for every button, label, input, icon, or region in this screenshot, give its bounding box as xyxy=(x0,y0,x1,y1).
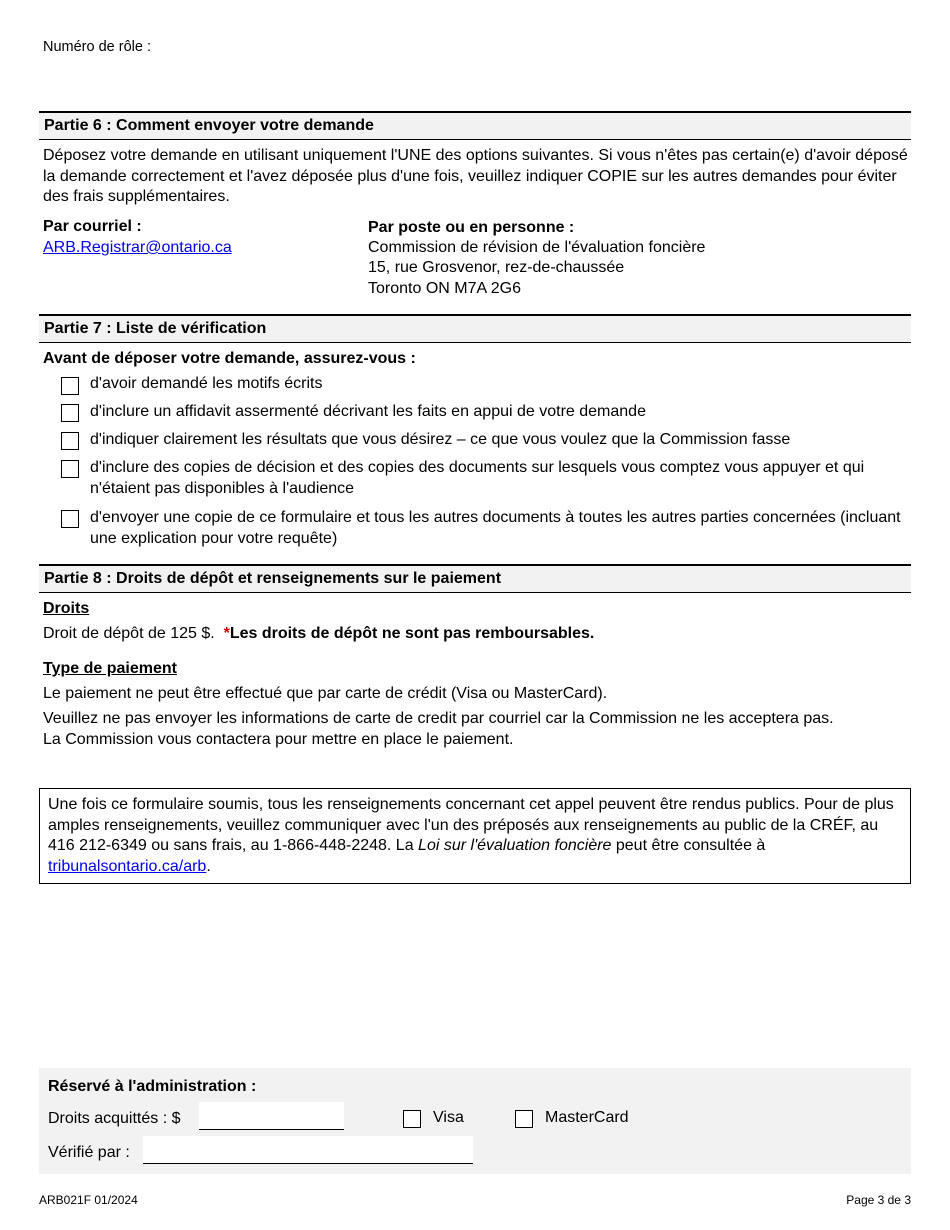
part6-title: Partie 6 : Comment envoyer votre demande xyxy=(39,111,911,140)
checklist-checkbox[interactable] xyxy=(61,432,79,450)
mail-heading: Par poste ou en personne : xyxy=(368,219,575,236)
payment-line: La Commission vous contactera pour mettre en place le paiement. xyxy=(43,731,514,748)
email-heading: Par courriel : xyxy=(43,218,142,235)
checklist-checkbox[interactable] xyxy=(61,404,79,422)
fees-paid-field[interactable] xyxy=(199,1102,344,1130)
payment-line: Le paiement ne peut être effectué que par carte de crédit (Visa ou MasterCard). xyxy=(43,685,608,702)
verified-by-field[interactable] xyxy=(143,1136,473,1164)
fees-heading: Droits xyxy=(43,600,90,617)
page-number: Page 3 de 3 xyxy=(846,1193,911,1207)
notice-text: Une fois ce formulaire soumis, tous les renseignements concernant cet appel peuvent être rendus publics. Pour de plus amples renseignements, veuillez communiquer avec l'un des préposés aux renseignements au public de la CRÉF, au 416 212-6349 ou sans frais, au 1-866-448-2248. La xyxy=(48,796,894,854)
payment-heading: Type de paiement xyxy=(43,660,177,677)
role-number-label: Numéro de rôle : xyxy=(43,39,151,55)
fee-asterisk: * xyxy=(223,625,230,642)
form-id: ARB021F 01/2024 xyxy=(39,1193,138,1207)
checklist-item: d'inclure un affidavit assermenté décrivant les faits en appui de votre demande xyxy=(90,403,646,420)
fees-paid-label: Droits acquittés : $ xyxy=(48,1110,181,1127)
part7-title: Partie 7 : Liste de vérification xyxy=(39,314,911,343)
mastercard-checkbox[interactable] xyxy=(515,1110,533,1128)
public-notice-box xyxy=(39,788,911,884)
address-line: 15, rue Grosvenor, rez-de-chaussée xyxy=(368,259,625,276)
checklist-checkbox[interactable] xyxy=(61,460,79,478)
visa-checkbox[interactable] xyxy=(403,1110,421,1128)
admin-section xyxy=(39,1068,911,1174)
admin-title: Réservé à l'administration : xyxy=(48,1078,257,1095)
address-line: Toronto ON M7A 2G6 xyxy=(368,280,521,297)
notice-text: . xyxy=(206,857,211,875)
checklist-lead: Avant de déposer votre demande, assurez-vous : xyxy=(43,350,416,367)
part8-title: Partie 8 : Droits de dépôt et renseignements sur le paiement xyxy=(39,564,911,593)
fee-line xyxy=(43,624,594,645)
address-line: Commission de révision de l'évaluation foncière xyxy=(368,239,706,256)
tribunals-link[interactable]: tribunalsontario.ca/arb xyxy=(48,857,207,875)
payment-line: Veuillez ne pas envoyer les informations de carte de credit par courriel car la Commission ne les acceptera pas. xyxy=(43,710,834,727)
fee-text: Droit de dépôt de 125 $. xyxy=(43,625,224,642)
notice-text: peut être consultée à xyxy=(611,837,766,854)
checklist-item: d'envoyer une copie de ce formulaire et tous les autres documents à toutes les autres parties concernées (incluant une explication pour votre requête) xyxy=(90,509,901,547)
fee-nonrefundable: Les droits de dépôt ne sont pas remboursables. xyxy=(229,625,595,642)
verified-by-label: Vérifié par : xyxy=(48,1144,130,1161)
checklist-checkbox[interactable] xyxy=(61,377,79,395)
checklist-item: d'avoir demandé les motifs écrits xyxy=(90,375,323,392)
visa-label: Visa xyxy=(433,1109,464,1126)
notice-act-title: Loi sur l'évaluation foncière xyxy=(418,837,612,854)
registrar-email-link[interactable]: ARB.Registrar@ontario.ca xyxy=(43,239,232,256)
checklist-item: d'indiquer clairement les résultats que vous désirez – ce que vous voulez que la Commission fasse xyxy=(90,431,791,448)
mastercard-label: MasterCard xyxy=(545,1109,629,1126)
checklist-item: d'inclure des copies de décision et des copies des documents sur lesquels vous comptez vous appuyer et qui n'étaient pas disponibles à l'audience xyxy=(90,459,865,497)
part6-intro: Déposez votre demande en utilisant uniquement l'UNE des options suivantes. Si vous n'êtes pas certain(e) d'avoir déposé la demande correctement et l'avez déposée plus d'une fois, veuillez indiquer COPIE sur les autres demandes pour éviter des frais supplémentaires. xyxy=(43,147,908,205)
checklist-checkbox[interactable] xyxy=(61,510,79,528)
